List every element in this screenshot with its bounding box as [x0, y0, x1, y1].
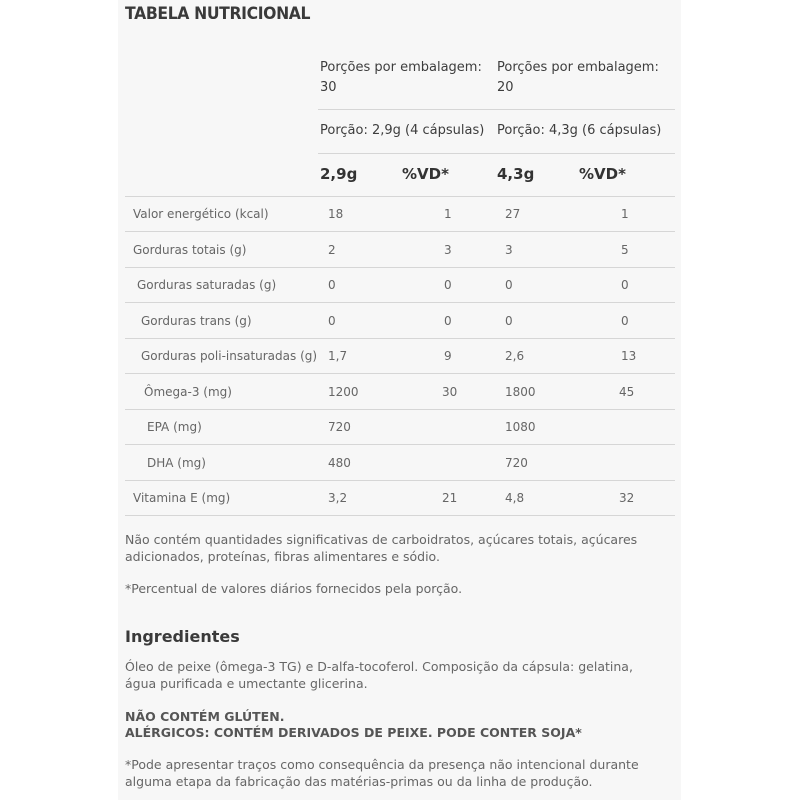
row-amount-col2: 720	[505, 456, 528, 470]
ingredients-text: Óleo de peixe (ômega-3 TG) e D-alfa-tocoferol. Composição da cápsula: gelatina, água purificada e umectante glicerina.	[125, 659, 633, 691]
vd-col2-header: %VD*	[579, 165, 626, 183]
row-vd-col1: 21	[442, 491, 458, 505]
vd-col1-header: %VD*	[402, 165, 449, 183]
row-amount-col2: 2,6	[505, 349, 525, 363]
row-amount-col2: 0	[505, 314, 513, 328]
row-vd-col2: 5	[621, 243, 629, 257]
row-vd-col2: 0	[621, 314, 629, 328]
row-amount-col1: 1200	[328, 385, 359, 399]
row-vd-col1: 30	[442, 385, 458, 399]
divider	[125, 373, 675, 374]
divider	[125, 231, 675, 232]
divider	[318, 109, 675, 110]
row-label: Ômega-3 (mg)	[144, 385, 232, 399]
row-amount-col1: 720	[328, 420, 351, 434]
divider	[125, 444, 675, 445]
divider	[125, 480, 675, 481]
row-amount-col1: 0	[328, 278, 336, 292]
divider	[318, 153, 675, 154]
row-amount-col1: 480	[328, 456, 351, 470]
percent-note: *Percentual de valores diários fornecidos pela porção.	[125, 581, 463, 596]
row-vd-col1: 0	[444, 278, 452, 292]
servings-col1	[320, 58, 482, 98]
row-amount-col1: 18	[328, 207, 344, 221]
row-vd-col2: 13	[621, 349, 637, 363]
servings-col1-count: 30	[320, 80, 337, 95]
row-amount-col1: 2	[328, 243, 336, 257]
row-label: Valor energético (kcal)	[133, 207, 269, 221]
servings-col2-count: 20	[497, 80, 514, 95]
amount-col1-header: 2,9g	[320, 165, 358, 183]
divider	[125, 302, 675, 303]
traces-note: *Pode apresentar traços como consequência da presença não intencional durante alguma etapa da fabricação das matérias-primas ou da linha de produção.	[125, 757, 639, 789]
row-vd-col1: 9	[444, 349, 452, 363]
not-contains-note: Não contém quantidades significativas de carboidratos, açúcares totais, açúcares adicionados, proteínas, fibras alimentares e sódio.	[125, 532, 638, 564]
row-amount-col2: 4,8	[505, 491, 525, 505]
row-vd-col1: 3	[444, 243, 452, 257]
row-vd-col2: 1	[621, 207, 629, 221]
row-amount-col2: 1080	[505, 420, 536, 434]
divider	[125, 409, 675, 410]
divider	[125, 196, 675, 197]
row-amount-col1: 3,2	[328, 491, 348, 505]
row-vd-col1: 0	[444, 314, 452, 328]
row-vd-col2: 45	[619, 385, 635, 399]
row-label: Gorduras totais (g)	[133, 243, 247, 257]
servings-col2	[497, 58, 659, 98]
row-vd-col2: 0	[621, 278, 629, 292]
row-amount-col2: 27	[505, 207, 521, 221]
page-title: TABELA NUTRICIONAL	[125, 4, 311, 24]
row-label: Gorduras trans (g)	[141, 314, 252, 328]
amount-col2-header: 4,3g	[497, 165, 535, 183]
row-amount-col2: 1800	[505, 385, 536, 399]
gluten-warning: NÃO CONTÉM GLÚTEN.	[125, 709, 285, 724]
allergen-warning: ALÉRGICOS: CONTÉM DERIVADOS DE PEIXE. PODE CONTER SOJA*	[125, 725, 582, 740]
row-amount-col2: 0	[505, 278, 513, 292]
servings-col1-label: Porções por embalagem:	[320, 60, 482, 75]
row-vd-col2: 32	[619, 491, 635, 505]
divider	[125, 338, 675, 339]
row-label: Vitamina E (mg)	[133, 491, 231, 505]
row-label: EPA (mg)	[147, 420, 202, 434]
row-amount-col1: 0	[328, 314, 336, 328]
portion-col2: Porção: 4,3g (6 cápsulas)	[497, 123, 662, 138]
row-label: DHA (mg)	[147, 456, 206, 470]
row-amount-col1: 1,7	[328, 349, 348, 363]
row-label: Gorduras poli-insaturadas (g)	[141, 349, 318, 363]
servings-col2-label: Porções por embalagem:	[497, 60, 659, 75]
row-amount-col2: 3	[505, 243, 513, 257]
divider	[125, 515, 675, 516]
ingredients-heading: Ingredientes	[125, 627, 240, 646]
row-label: Gorduras saturadas (g)	[137, 278, 277, 292]
portion-col1: Porção: 2,9g (4 cápsulas)	[320, 123, 485, 138]
row-vd-col1: 1	[444, 207, 452, 221]
divider	[125, 267, 675, 268]
